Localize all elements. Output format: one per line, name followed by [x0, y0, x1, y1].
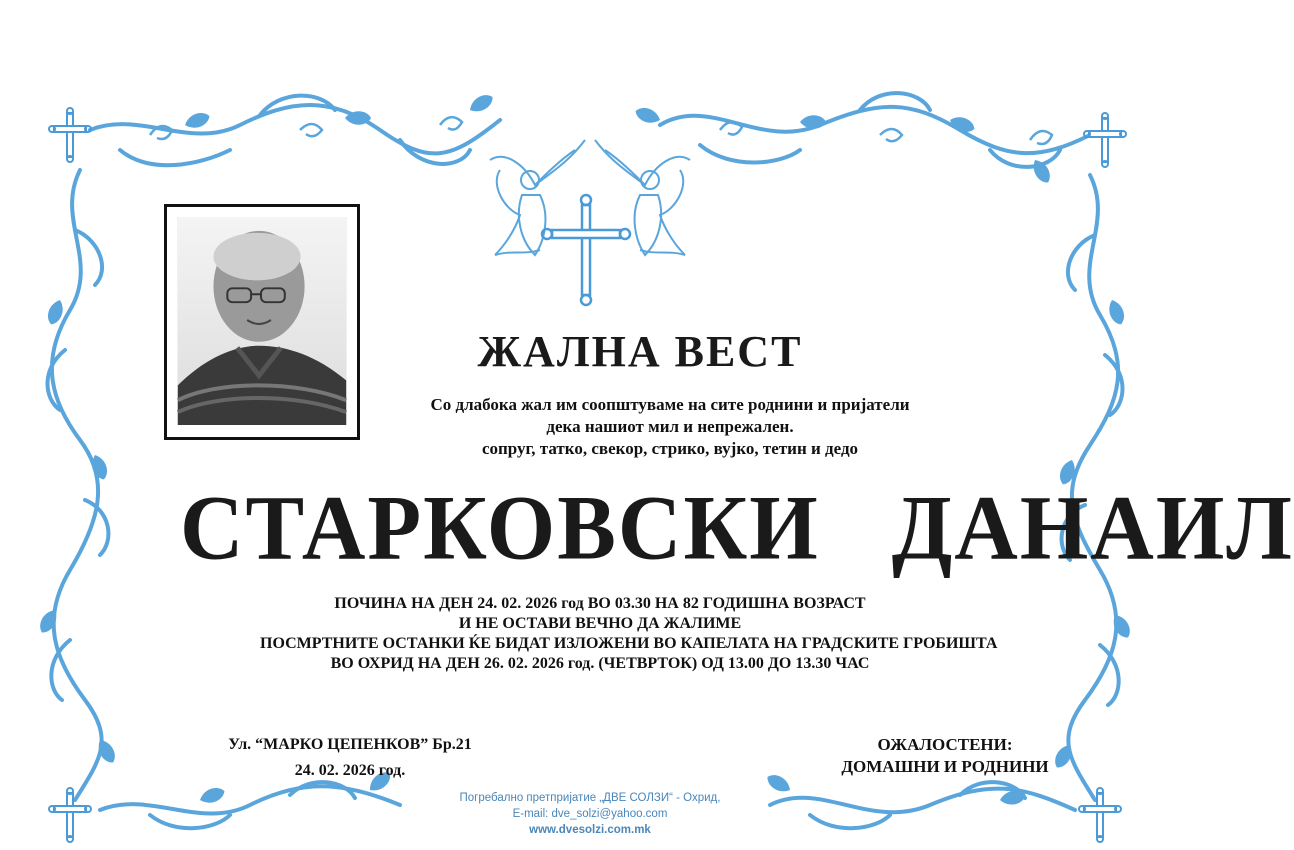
- company-website: www.dvesolzi.com.mk: [529, 824, 651, 836]
- details-line: ПОЧИНА НА ДЕН 24. 02. 2026 год ВО 03.30 НА 82 ГОДИШНА ВОЗРАСТ: [334, 595, 866, 612]
- mourners-block: [820, 734, 1070, 778]
- funeral-company-footer: [400, 790, 780, 838]
- intro-line: дека нашиот мил и непрежален.: [546, 417, 794, 436]
- intro-line: сопруг, татко, свекор, стрико, вујко, тетин и дедо: [481, 439, 859, 458]
- orthodox-cross-icon: [1079, 788, 1121, 842]
- notice-date: 24. 02. 2026 год.: [294, 762, 406, 779]
- details-line: ВО ОХРИД НА ДЕН 26. 02. 2026 год. (ЧЕТВРТОК) ОД 13.00 ДО 13.30 ЧАС: [330, 655, 870, 672]
- company-name: Погребално претпријатие „ДВЕ СОЛЗИ“ - Охрид,: [459, 792, 721, 804]
- orthodox-cross-icon: [1084, 113, 1126, 167]
- portrait-frame: [164, 204, 360, 440]
- mourners-list: ДОМАШНИ И РОДНИНИ: [841, 757, 1049, 776]
- orthodox-cross-icon: [49, 108, 91, 162]
- portrait-photo: [177, 217, 347, 425]
- company-email: E-mail: dve_solzi@yahoo.com: [512, 808, 668, 820]
- deceased-name-text: СТАРКОВСКИ ДАНАИЛ: [180, 477, 1294, 580]
- notice-title: ЖАЛНА ВЕСТ: [477, 327, 803, 376]
- details-text: [260, 594, 998, 674]
- address-line: Ул. “МАРКО ЦЕПЕНКОВ” Бр.21: [228, 736, 472, 753]
- orthodox-cross-icon: [49, 788, 91, 842]
- intro-line: Со длабока жал им соопштуваме на сите роднини и пријатели: [430, 395, 910, 414]
- orthodox-cross-icon: [542, 195, 630, 305]
- deceased-name: [180, 475, 1294, 581]
- details-line: И НЕ ОСТАВИ ВЕЧНО ДА ЖАЛИМЕ: [458, 615, 742, 632]
- address-block: [200, 732, 500, 784]
- mourners-heading: ОЖАЛОСТЕНИ:: [877, 735, 1013, 754]
- intro-text: [370, 394, 970, 460]
- details-line: ПОСМРТНИТЕ ОСТАНКИ ЌЕ БИДАТ ИЗЛОЖЕНИ ВО КАПЕЛАТА НА ГРАДСКИТЕ ГРОБИШТА: [260, 635, 998, 652]
